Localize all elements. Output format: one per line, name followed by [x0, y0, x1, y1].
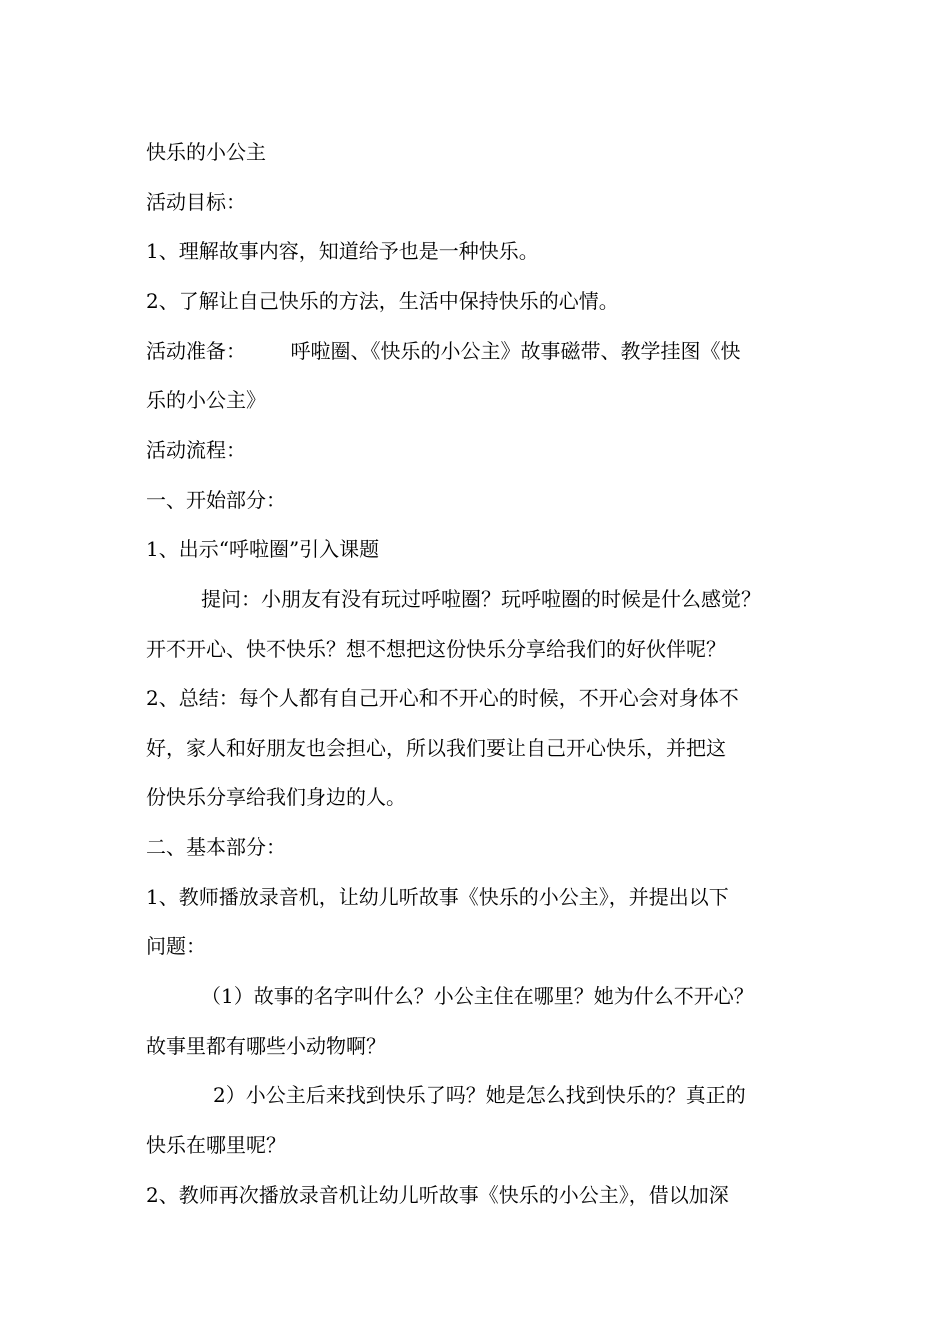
section-heading-process: 活动流程：: [146, 438, 246, 462]
basic-step-2: 2、教师再次播放录音机让幼儿听故事《快乐的小公主》，借以加深: [146, 1183, 729, 1207]
start-step-2-cont2: 份快乐分享给我们身边的人。: [146, 785, 406, 809]
basic-step-1: 1、教师播放录音机，让幼儿听故事《快乐的小公主》，并提出以下: [146, 885, 729, 909]
part-heading-start: 一、开始部分：: [146, 488, 286, 512]
goal-item-2: 2、了解让自己快乐的方法，生活中保持快乐的心情。: [146, 289, 619, 313]
question-paragraph-cont: 开不开心、快不快乐？想不想把这份快乐分享给我们的好伙伴呢？: [146, 637, 726, 661]
preparation-line: 活动准备： 呼啦圈、《快乐的小公主》故事磁带、教学挂图《快: [146, 339, 741, 363]
section-heading-goals: 活动目标：: [146, 190, 246, 214]
document-title: 快乐的小公主: [146, 140, 266, 164]
question-1: （1）故事的名字叫什么？小公主住在哪里？她为什么不开心？: [201, 984, 754, 1008]
question-2: 2）小公主后来找到快乐了吗？她是怎么找到快乐的？真正的: [213, 1083, 746, 1107]
basic-step-1-cont: 问题：: [146, 934, 206, 958]
question-2-cont: 快乐在哪里呢？: [146, 1133, 286, 1157]
question-paragraph: 提问：小朋友有没有玩过呼啦圈？玩呼啦圈的时候是什么感觉？: [201, 587, 761, 611]
start-step-2: 2、总结：每个人都有自己开心和不开心的时候，不开心会对身体不: [146, 686, 739, 710]
goal-item-1: 1、理解故事内容，知道给予也是一种快乐。: [146, 239, 539, 263]
start-step-1: 1、出示“呼啦圈”引入课题: [146, 537, 380, 561]
start-step-2-cont1: 好，家人和好朋友也会担心，所以我们要让自己开心快乐，并把这: [146, 736, 726, 760]
preparation-line-cont: 乐的小公主》: [146, 388, 266, 412]
question-1-cont: 故事里都有哪些小动物啊？: [146, 1034, 386, 1058]
part-heading-basic: 二、基本部分：: [146, 835, 286, 859]
